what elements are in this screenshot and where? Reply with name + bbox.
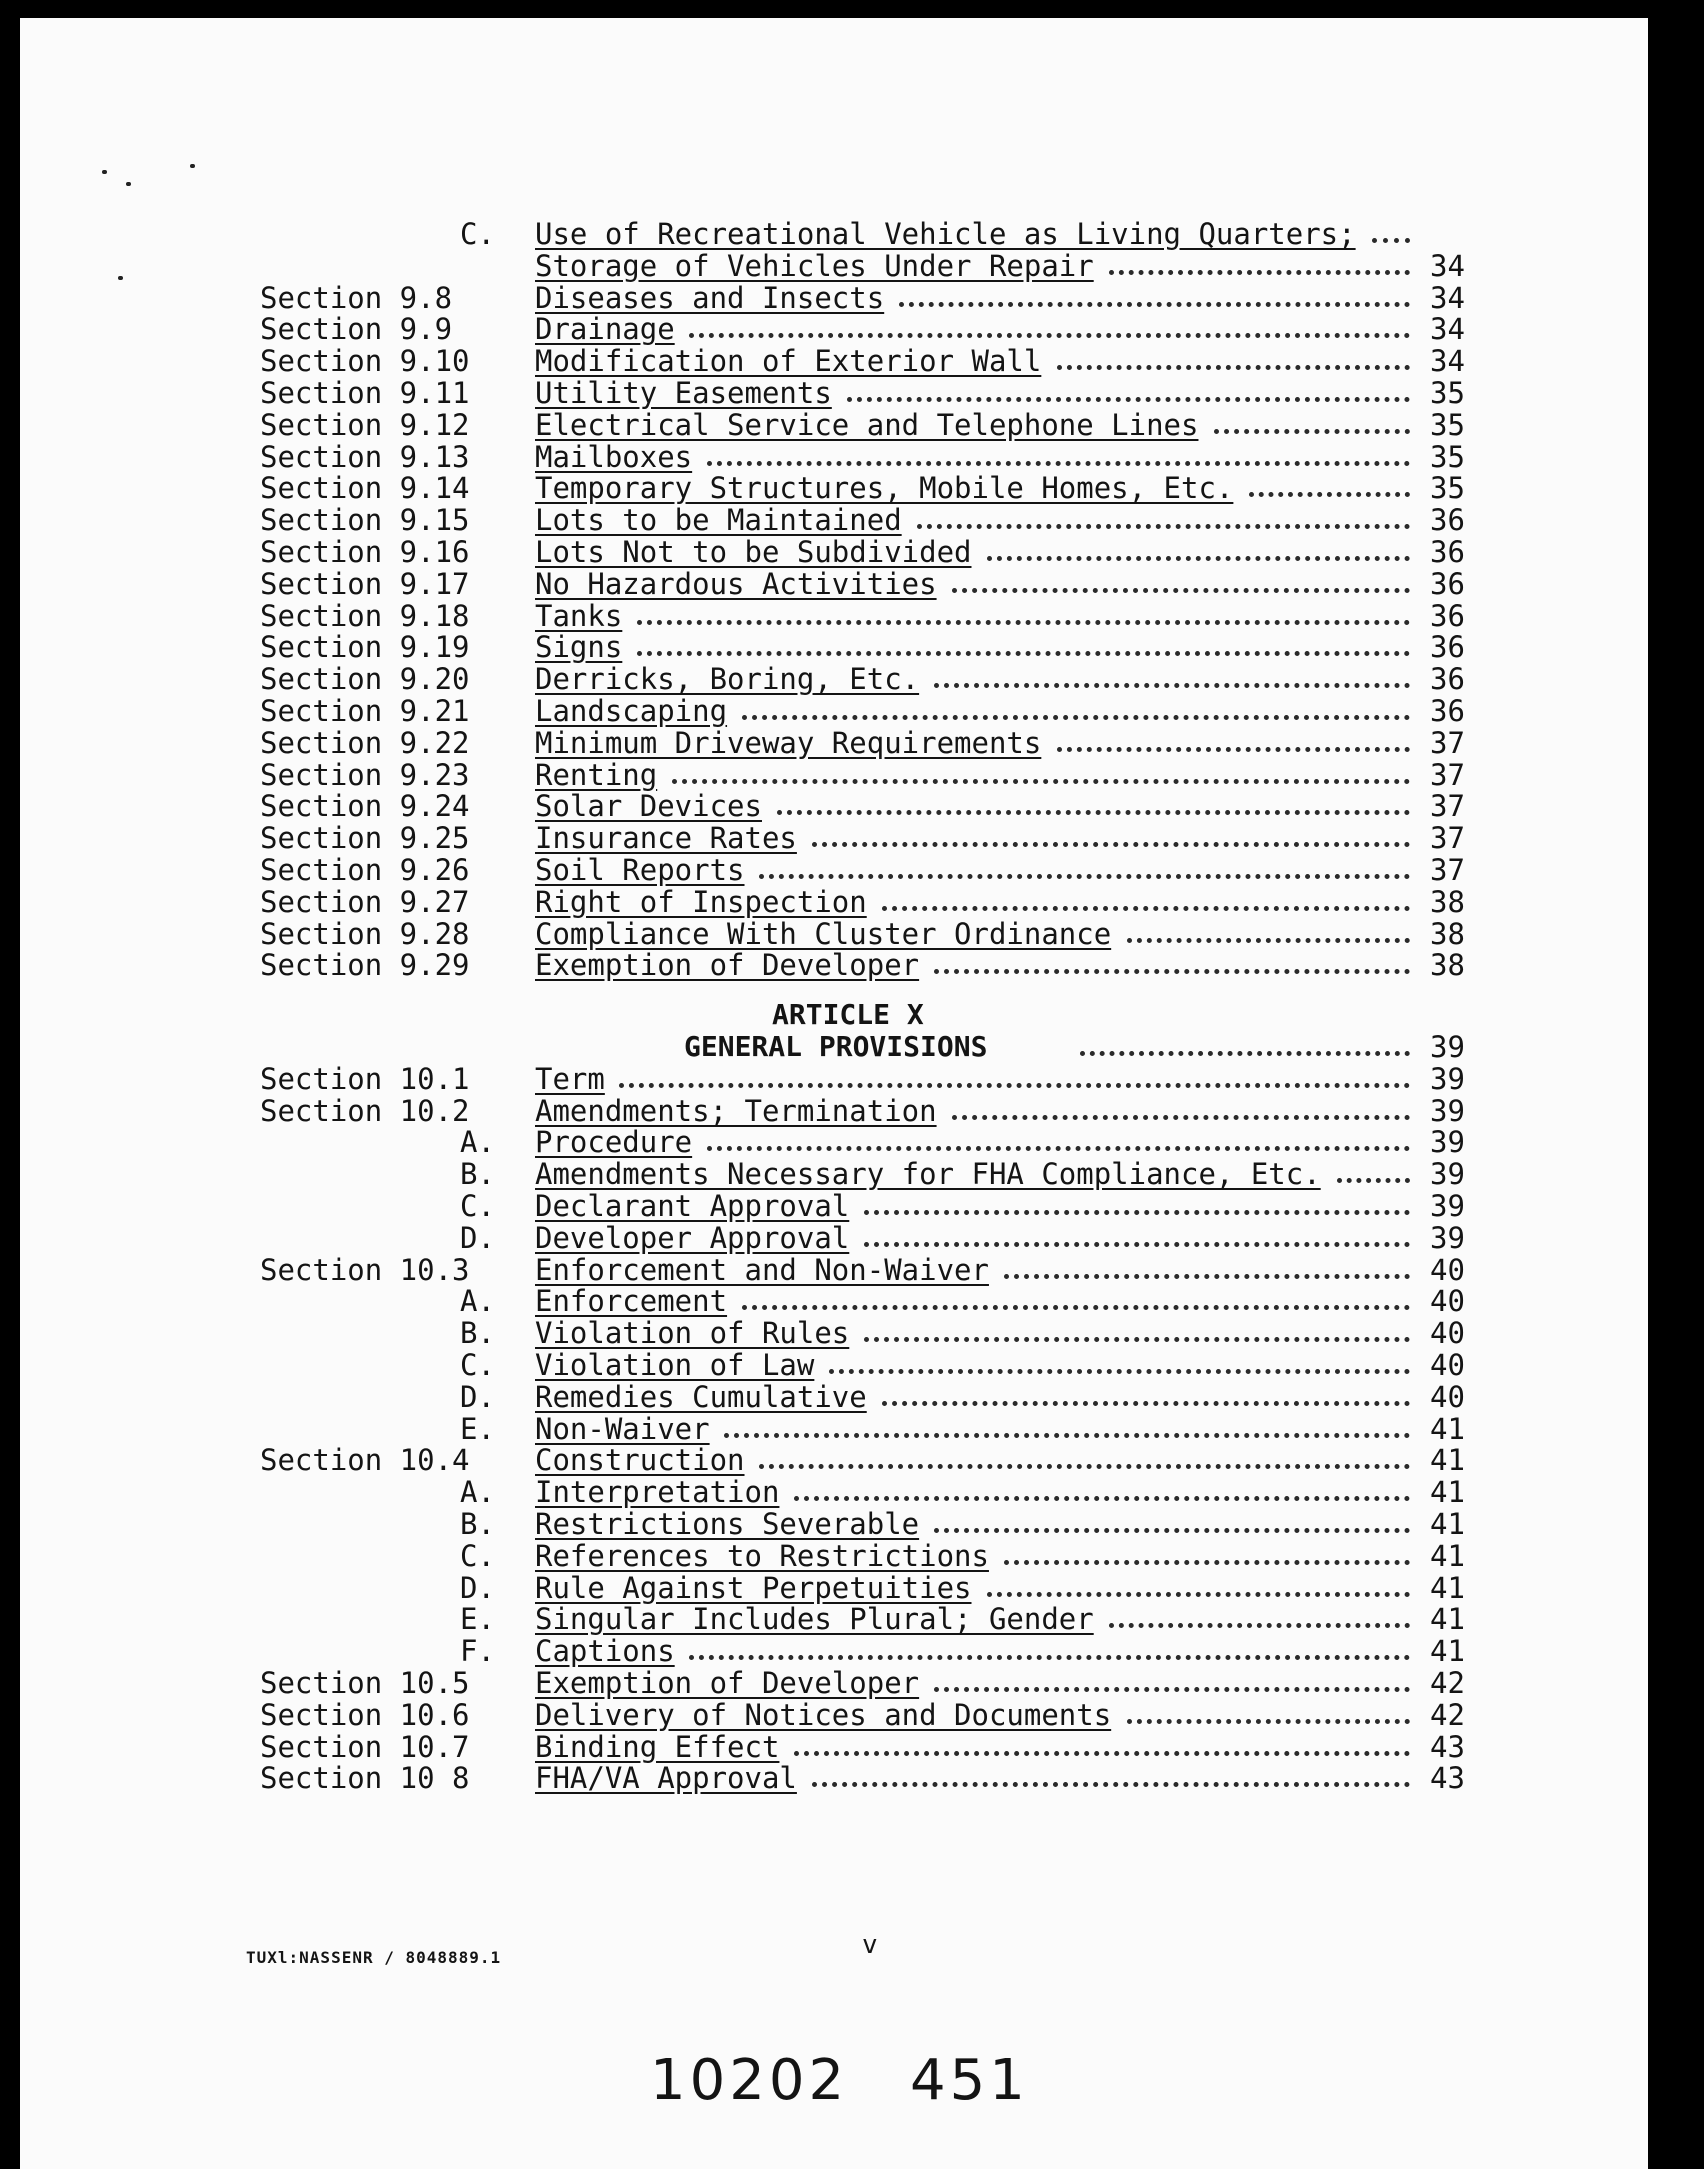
section-title: Utility Easements bbox=[535, 376, 832, 410]
dot-leader bbox=[707, 1146, 1411, 1151]
page-number: 40 bbox=[1430, 1379, 1465, 1414]
dot-leader bbox=[882, 906, 1411, 911]
dot-leader bbox=[1337, 1178, 1411, 1183]
section-title: Solar Devices bbox=[535, 789, 762, 824]
section-number: Section 10.5 bbox=[260, 1666, 470, 1700]
section-number: C. bbox=[460, 1348, 495, 1382]
dot-leader bbox=[759, 1464, 1410, 1469]
toc-row bbox=[20, 504, 1648, 536]
section-title: Construction bbox=[535, 1443, 745, 1478]
toc-row bbox=[20, 1699, 1648, 1731]
section-title: Right of Inspection bbox=[535, 884, 867, 919]
toc-row bbox=[20, 1603, 1648, 1635]
section-title: FHA/VA Approval bbox=[535, 1761, 797, 1796]
page-number: 41 bbox=[1430, 1538, 1465, 1573]
section-title: Declarant Approval bbox=[535, 1189, 850, 1223]
toc-row bbox=[20, 282, 1648, 314]
section-number: Section 9.28 bbox=[260, 916, 470, 951]
toc-row bbox=[20, 409, 1648, 441]
toc-row bbox=[20, 1444, 1648, 1476]
section-title: Captions bbox=[535, 1634, 675, 1669]
section-number: E. bbox=[460, 1602, 495, 1637]
section-number: Section 9.17 bbox=[260, 566, 470, 601]
toc-row bbox=[20, 1190, 1648, 1222]
page-number: 37 bbox=[1430, 789, 1465, 824]
page-number: 39 bbox=[1430, 1030, 1465, 1064]
section-number: C. bbox=[460, 1189, 495, 1223]
section-title: References to Restrictions bbox=[535, 1538, 989, 1573]
section-number: Section 9.19 bbox=[260, 630, 470, 665]
dot-leader bbox=[899, 302, 1410, 307]
page-number: 34 bbox=[1430, 312, 1465, 347]
dot-leader bbox=[794, 1751, 1410, 1756]
page-number: 40 bbox=[1430, 1252, 1465, 1287]
dot-leader bbox=[1127, 938, 1411, 943]
section-number: Section 9.18 bbox=[260, 598, 470, 633]
page-number: 40 bbox=[1430, 1284, 1465, 1319]
section-number: Section 9.10 bbox=[260, 344, 470, 379]
page-number: 37 bbox=[1430, 821, 1465, 856]
toc-row bbox=[20, 568, 1648, 600]
dot-leader bbox=[829, 1369, 1410, 1374]
toc-row bbox=[20, 949, 1648, 981]
section-title: Signs bbox=[535, 630, 623, 665]
toc-row bbox=[20, 1635, 1648, 1667]
dot-leader bbox=[934, 1528, 1410, 1533]
section-title: Delivery of Notices and Documents bbox=[535, 1697, 1112, 1732]
toc-row bbox=[20, 822, 1648, 854]
page-number-roman: v bbox=[862, 1930, 878, 1960]
document-code: TUXl:NASSENR / 8048889.1 bbox=[246, 1948, 502, 1967]
toc-row bbox=[20, 1731, 1648, 1763]
dot-leader bbox=[987, 1592, 1411, 1597]
section-number: Section 9.21 bbox=[260, 694, 470, 728]
toc-row bbox=[20, 854, 1648, 886]
toc-row bbox=[20, 1381, 1648, 1413]
section-number: Section 9.16 bbox=[260, 535, 470, 569]
toc-row bbox=[20, 1285, 1648, 1317]
toc-row bbox=[20, 631, 1648, 663]
section-title: Landscaping bbox=[535, 694, 728, 728]
toc-row bbox=[20, 1317, 1648, 1349]
section-title: Enforcement bbox=[535, 1284, 728, 1319]
page-number: 40 bbox=[1430, 1348, 1465, 1382]
dot-leader bbox=[934, 683, 1410, 688]
section-number: A. bbox=[460, 1475, 495, 1510]
section-title: Soil Reports bbox=[535, 853, 745, 887]
dot-leader bbox=[742, 715, 1411, 720]
article-heading: ARTICLE X bbox=[772, 998, 924, 1032]
section-title: Renting bbox=[535, 757, 658, 792]
dot-leader bbox=[864, 1337, 1410, 1342]
section-number: A. bbox=[460, 1284, 495, 1319]
page-number: 39 bbox=[1430, 1220, 1465, 1255]
page-number: 36 bbox=[1430, 598, 1465, 633]
toc-row bbox=[20, 1476, 1648, 1508]
dot-leader bbox=[1057, 747, 1411, 752]
dot-leader bbox=[882, 1401, 1411, 1406]
section-number: D. bbox=[460, 1220, 495, 1255]
toc-heading-row bbox=[20, 999, 1648, 1031]
section-title: Drainage bbox=[535, 312, 675, 347]
section-number: Section 10.3 bbox=[260, 1252, 470, 1287]
section-title: Rule Against Perpetuities bbox=[535, 1570, 972, 1605]
page-number: 35 bbox=[1430, 439, 1465, 474]
page-number: 36 bbox=[1430, 566, 1465, 601]
section-number: C. bbox=[460, 1538, 495, 1573]
page-number: 37 bbox=[1430, 853, 1465, 887]
dot-leader bbox=[847, 397, 1411, 402]
page-number: 43 bbox=[1430, 1729, 1465, 1764]
section-title: Diseases and Insects bbox=[535, 280, 885, 315]
section-title: Temporary Structures, Mobile Homes, Etc. bbox=[535, 471, 1234, 506]
section-title: Interpretation bbox=[535, 1475, 780, 1510]
section-title: Violation of Law bbox=[535, 1348, 815, 1382]
dot-leader bbox=[1127, 1719, 1411, 1724]
dot-leader bbox=[759, 874, 1410, 879]
page-number: 41 bbox=[1430, 1475, 1465, 1510]
dot-leader bbox=[952, 1115, 1411, 1120]
section-title: Storage of Vehicles Under Repair bbox=[535, 248, 1094, 283]
section-number: Section 9.13 bbox=[260, 439, 470, 474]
dot-leader bbox=[689, 333, 1410, 338]
page-number: 37 bbox=[1430, 725, 1465, 760]
page-number: 43 bbox=[1430, 1761, 1465, 1796]
section-number: Section 9.20 bbox=[260, 662, 470, 697]
toc-row bbox=[20, 759, 1648, 791]
toc-row bbox=[20, 250, 1648, 282]
page-number: 39 bbox=[1430, 1189, 1465, 1223]
dot-leader bbox=[934, 1687, 1410, 1692]
toc-row bbox=[20, 1413, 1648, 1445]
toc-row bbox=[20, 1254, 1648, 1286]
section-title: Minimum Driveway Requirements bbox=[535, 725, 1042, 760]
section-title: Derricks, Boring, Etc. bbox=[535, 662, 920, 697]
toc-row bbox=[20, 345, 1648, 377]
toc-row bbox=[20, 886, 1648, 918]
toc-row bbox=[20, 600, 1648, 632]
dot-leader bbox=[952, 588, 1411, 593]
page-number: 36 bbox=[1430, 694, 1465, 728]
section-title: Term bbox=[535, 1061, 605, 1096]
section-title: Restrictions Severable bbox=[535, 1507, 920, 1541]
dot-leader bbox=[987, 556, 1411, 561]
toc-row bbox=[20, 663, 1648, 695]
page-number: 37 bbox=[1430, 757, 1465, 792]
dot-leader bbox=[1109, 1623, 1410, 1628]
section-number: Section 9.9 bbox=[260, 312, 453, 347]
dot-leader bbox=[812, 1782, 1411, 1787]
section-title: Insurance Rates bbox=[535, 821, 797, 856]
section-title: Lots to be Maintained bbox=[535, 503, 902, 538]
dot-leader bbox=[1080, 1051, 1410, 1056]
dot-leader bbox=[934, 969, 1410, 974]
document-page bbox=[20, 18, 1648, 2169]
section-title: Developer Approval bbox=[535, 1220, 850, 1255]
section-number: Section 9.25 bbox=[260, 821, 470, 856]
section-number: D. bbox=[460, 1570, 495, 1605]
section-title: Singular Includes Plural; Gender bbox=[535, 1602, 1094, 1637]
page-number: 39 bbox=[1430, 1125, 1465, 1160]
article-heading: GENERAL PROVISIONS bbox=[684, 1030, 988, 1063]
toc-row bbox=[20, 918, 1648, 950]
toc-row bbox=[20, 1158, 1648, 1190]
section-title: Lots Not to be Subdivided bbox=[535, 535, 972, 569]
toc-row bbox=[20, 790, 1648, 822]
dot-leader bbox=[777, 810, 1411, 815]
dot-leader bbox=[1372, 238, 1411, 243]
dot-leader bbox=[689, 1655, 1410, 1660]
dot-leader bbox=[1004, 1560, 1410, 1565]
scan-speck bbox=[190, 164, 195, 168]
toc-row bbox=[20, 1063, 1648, 1095]
section-title: Tanks bbox=[535, 598, 623, 633]
dot-leader bbox=[619, 1083, 1410, 1088]
dot-leader bbox=[917, 524, 1411, 529]
page-number: 41 bbox=[1430, 1507, 1465, 1541]
section-number: Section 9.14 bbox=[260, 471, 470, 506]
page-number: 36 bbox=[1430, 630, 1465, 665]
page-number: 41 bbox=[1430, 1570, 1465, 1605]
page-number: 35 bbox=[1430, 407, 1465, 442]
toc-row bbox=[20, 1222, 1648, 1254]
toc-row bbox=[20, 1349, 1648, 1381]
page-number: 39 bbox=[1430, 1093, 1465, 1128]
toc-row bbox=[20, 472, 1648, 504]
dot-leader bbox=[1109, 270, 1410, 275]
page-number: 40 bbox=[1430, 1316, 1465, 1351]
section-number: Section 9.27 bbox=[260, 884, 470, 919]
section-number: Section 9.24 bbox=[260, 789, 470, 824]
page-number: 39 bbox=[1430, 1157, 1465, 1192]
page-number: 39 bbox=[1430, 1061, 1465, 1096]
section-number: Section 10.2 bbox=[260, 1093, 470, 1128]
section-title: Binding Effect bbox=[535, 1729, 780, 1764]
section-number: D. bbox=[460, 1379, 495, 1414]
toc-row bbox=[20, 1667, 1648, 1699]
section-number: B. bbox=[460, 1507, 495, 1541]
toc-row bbox=[20, 1126, 1648, 1158]
section-number: Section 9.8 bbox=[260, 280, 453, 315]
dot-leader bbox=[724, 1433, 1410, 1438]
section-title: Exemption of Developer bbox=[535, 948, 920, 983]
toc-row bbox=[20, 313, 1648, 345]
section-number: Section 9.22 bbox=[260, 725, 470, 760]
dot-leader bbox=[672, 779, 1411, 784]
section-number: Section 9.11 bbox=[260, 376, 470, 410]
dot-leader bbox=[1214, 429, 1410, 434]
dot-leader bbox=[637, 651, 1411, 656]
section-number: Section 10.4 bbox=[260, 1443, 470, 1478]
section-title: Amendments; Termination bbox=[535, 1093, 937, 1128]
page-number: 34 bbox=[1430, 280, 1465, 315]
dot-leader bbox=[707, 461, 1411, 466]
page-number: 42 bbox=[1430, 1666, 1465, 1700]
section-title: Modification of Exterior Wall bbox=[535, 344, 1042, 379]
section-title: Compliance With Cluster Ordinance bbox=[535, 916, 1112, 951]
toc-row bbox=[20, 441, 1648, 473]
toc-row bbox=[20, 1508, 1648, 1540]
toc-row bbox=[20, 1540, 1648, 1572]
toc-row bbox=[20, 1762, 1648, 1794]
section-title: Exemption of Developer bbox=[535, 1666, 920, 1700]
toc-row bbox=[20, 695, 1648, 727]
page-number: 38 bbox=[1430, 916, 1465, 951]
scan-speck bbox=[102, 170, 107, 174]
page-number: 41 bbox=[1430, 1602, 1465, 1637]
dot-leader bbox=[742, 1305, 1411, 1310]
section-number: Section 10.7 bbox=[260, 1729, 470, 1764]
section-title: Use of Recreational Vehicle as Living Quarters; bbox=[535, 217, 1356, 251]
section-number: Section 10.1 bbox=[260, 1061, 470, 1096]
toc-row bbox=[20, 727, 1648, 759]
page-number: 36 bbox=[1430, 535, 1465, 569]
section-number: Section 9.23 bbox=[260, 757, 470, 792]
section-title: Mailboxes bbox=[535, 439, 693, 474]
section-number: E. bbox=[460, 1411, 495, 1446]
dot-leader bbox=[1057, 365, 1411, 370]
section-number: Section 10.6 bbox=[260, 1697, 470, 1732]
toc-heading-row bbox=[20, 1031, 1648, 1063]
page-number: 41 bbox=[1430, 1411, 1465, 1446]
scan-speck bbox=[126, 182, 131, 186]
section-title: Non-Waiver bbox=[535, 1411, 710, 1446]
dot-leader bbox=[1004, 1274, 1410, 1279]
dot-leader bbox=[864, 1210, 1410, 1215]
page-number: 38 bbox=[1430, 948, 1465, 983]
page-number: 41 bbox=[1430, 1634, 1465, 1669]
section-title: No Hazardous Activities bbox=[535, 566, 937, 601]
section-number: A. bbox=[460, 1125, 495, 1160]
dot-leader bbox=[637, 620, 1411, 625]
section-title: Electrical Service and Telephone Lines bbox=[535, 407, 1199, 442]
toc-row bbox=[20, 536, 1648, 568]
page-number: 34 bbox=[1430, 248, 1465, 283]
section-number: Section 9.26 bbox=[260, 853, 470, 887]
section-number: C. bbox=[460, 217, 495, 251]
section-number: B. bbox=[460, 1157, 495, 1192]
toc-row bbox=[20, 218, 1648, 250]
toc-row bbox=[20, 1095, 1648, 1127]
bates-stamp: 10202 451 bbox=[650, 2048, 1029, 2113]
section-title: Enforcement and Non-Waiver bbox=[535, 1252, 989, 1287]
page-number: 36 bbox=[1430, 503, 1465, 538]
section-title: Remedies Cumulative bbox=[535, 1379, 867, 1414]
section-title: Amendments Necessary for FHA Compliance, Etc. bbox=[535, 1157, 1321, 1192]
page-number: 35 bbox=[1430, 471, 1465, 506]
dot-leader bbox=[794, 1496, 1410, 1501]
section-title: Procedure bbox=[535, 1125, 693, 1160]
page-number: 35 bbox=[1430, 376, 1465, 410]
toc-row bbox=[20, 377, 1648, 409]
dot-leader bbox=[864, 1242, 1410, 1247]
section-number: Section 10 8 bbox=[260, 1761, 470, 1796]
dot-leader bbox=[812, 842, 1411, 847]
section-number: Section 9.12 bbox=[260, 407, 470, 442]
section-title: Violation of Rules bbox=[535, 1316, 850, 1351]
dot-leader bbox=[1249, 492, 1410, 497]
page-number: 41 bbox=[1430, 1443, 1465, 1478]
section-number: Section 9.15 bbox=[260, 503, 470, 538]
page-number: 42 bbox=[1430, 1697, 1465, 1732]
page-number: 38 bbox=[1430, 884, 1465, 919]
page-number: 34 bbox=[1430, 344, 1465, 379]
page-number: 36 bbox=[1430, 662, 1465, 697]
toc-row bbox=[20, 1572, 1648, 1604]
section-number: F. bbox=[460, 1634, 495, 1669]
section-number: B. bbox=[460, 1316, 495, 1351]
section-number: Section 9.29 bbox=[260, 948, 470, 983]
